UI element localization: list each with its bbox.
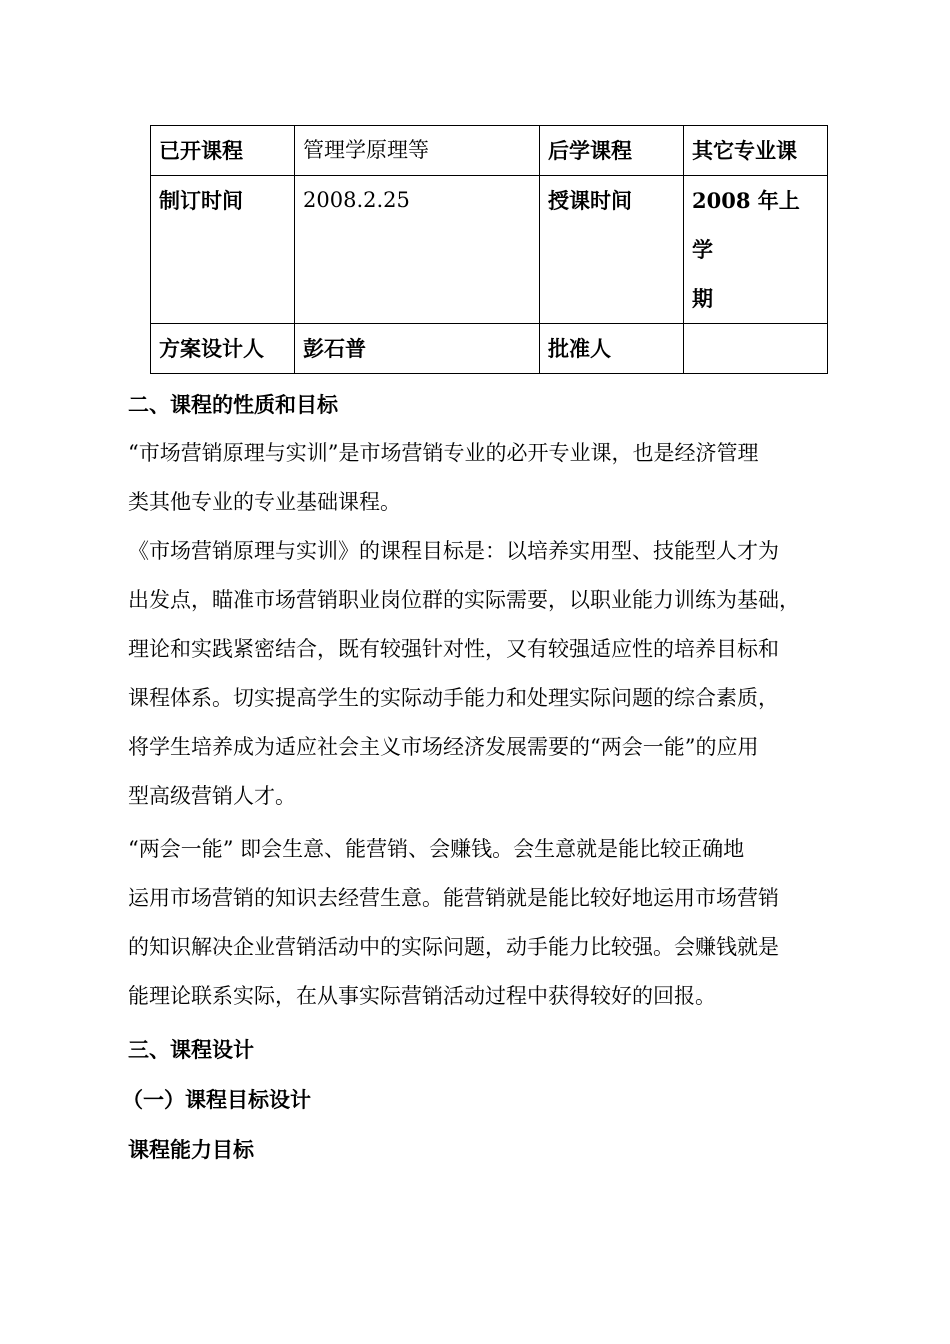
paragraph-course-nature	[128, 429, 828, 527]
text-line: 课程体系。切实提高学生的实际动手能力和处理实际问题的综合素质，	[128, 686, 779, 710]
label-designer: 方案设计人	[151, 324, 295, 374]
text-line: 类其他专业的专业基础课程。	[128, 490, 401, 514]
value-created-date: 2008.2.25	[295, 176, 540, 324]
course-info-table	[150, 125, 828, 374]
section-heading-nature-goals: 二、课程的性质和目标	[128, 392, 338, 417]
value-designer: 彭石普	[295, 324, 540, 374]
text-line: “市场营销原理与实训”是市场营销专业的必开专业课，也是经济管理	[128, 441, 759, 465]
label-later-courses: 后学课程	[540, 126, 684, 176]
value-teaching-time	[684, 176, 828, 324]
text-line: 将学生培养成为适应社会主义市场经济发展需要的“两会一能”的应用	[128, 735, 759, 759]
table-row	[151, 176, 828, 324]
label-created-date: 制订时间	[151, 176, 295, 324]
text-line: 能理论联系实际，在从事实际营销活动过程中获得较好的回报。	[128, 984, 716, 1008]
text-line: 运用市场营销的知识去经营生意。能营销就是能比较好地运用市场营销	[128, 886, 779, 910]
subheading-goal-design: （一）课程目标设计	[122, 1087, 311, 1112]
value-later-courses: 其它专业课	[684, 126, 828, 176]
teaching-time-line2: 期	[692, 286, 713, 311]
label-approver: 批准人	[540, 324, 684, 374]
text-line: 型高级营销人才。	[128, 784, 296, 808]
section-heading-course-design: 三、课程设计	[128, 1037, 254, 1062]
text-line: “两会一能” 即会生意、能营销、会赚钱。会生意就是能比较正确地	[128, 837, 745, 861]
subheading-ability-goals: 课程能力目标	[128, 1137, 254, 1162]
text-line: 的知识解决企业营销活动中的实际问题，动手能力比较强。会赚钱就是	[128, 935, 779, 959]
label-prior-courses: 已开课程	[151, 126, 295, 176]
text-line: 理论和实践紧密结合，既有较强针对性，又有较强适应性的培养目标和	[128, 637, 779, 661]
paragraph-course-goals	[128, 527, 828, 821]
table-row	[151, 324, 828, 374]
value-approver	[684, 324, 828, 374]
teaching-time-line1: 2008 年上学	[692, 188, 800, 262]
text-line: 《市场营销原理与实训》的课程目标是：以培养实用型、技能型人才为	[128, 539, 779, 563]
value-prior-courses: 管理学原理等	[295, 126, 540, 176]
text-line: 出发点，瞄准市场营销职业岗位群的实际需要，以职业能力训练为基础，	[128, 588, 800, 612]
label-teaching-time: 授课时间	[540, 176, 684, 324]
paragraph-two-skills-one-ability	[128, 825, 828, 1021]
table-row	[151, 126, 828, 176]
